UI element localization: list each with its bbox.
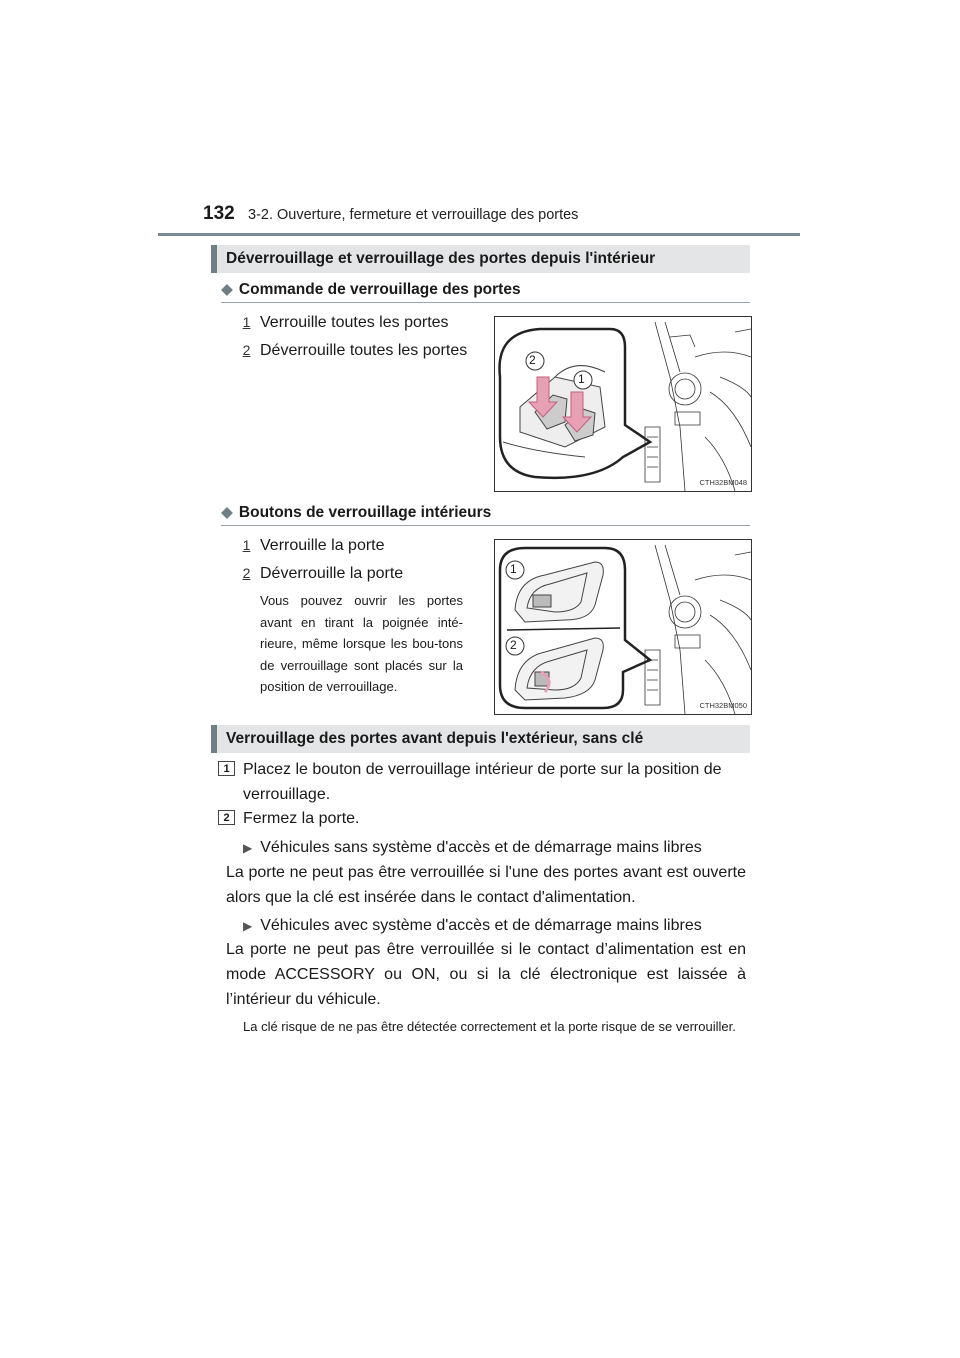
figure-code: CTH32BM050	[699, 701, 747, 710]
item-number: 2	[242, 565, 251, 581]
case-label: Véhicules sans système d'accès et de démarrage mains libres	[260, 839, 702, 856]
item-number: 1	[242, 314, 251, 330]
callout-label: 1	[578, 372, 585, 386]
header-divider	[158, 233, 800, 236]
case-description: La porte ne peut pas être verrouillée si l'une des portes avant est ouverte alors que la clé est insérée dans le contact d'alimentation.	[226, 864, 746, 906]
diamond-icon: ◆	[221, 281, 233, 298]
callout-label: 1	[510, 562, 517, 576]
page-number: 132	[203, 203, 235, 224]
case-label-with-smart-key	[243, 913, 702, 939]
lock-switch-illustration	[495, 317, 751, 491]
item-text: Déverrouille toutes les portes	[260, 342, 468, 359]
step-text-continued: verrouillage.	[243, 786, 331, 803]
diamond-icon: ◆	[221, 504, 233, 521]
chapter-title: 3-2. Ouverture, fermeture et verrouillage des portes	[248, 207, 579, 223]
subheading-divider	[221, 302, 750, 303]
subheading-lock-switch	[221, 280, 521, 299]
step-number: 1	[218, 761, 235, 776]
callout-label: 2	[529, 353, 536, 367]
item-text: Verrouille la porte	[260, 537, 385, 554]
case-label: Véhicules avec système d'accès et de démarrage mains libres	[260, 917, 702, 934]
step-text: Placez le bouton de verrouillage intérieur de porte sur la position de	[243, 761, 722, 778]
subheading-label: Commande de verrouillage des portes	[238, 281, 521, 298]
figure-lock-switch	[494, 316, 752, 492]
door-handle-illustration	[495, 540, 751, 714]
section-title-interior-lock: Déverrouillage et verrouillage des portes depuis l'intérieur	[211, 245, 750, 273]
arrow-icon: ▶	[243, 841, 253, 855]
case-label-without-smart-key	[243, 835, 702, 861]
figure-inside-lock-buttons	[494, 539, 752, 715]
case-note: La clé risque de ne pas être détectée correctement et la porte risque de se verrouiller.	[243, 1019, 736, 1034]
callout-label: 2	[510, 638, 517, 652]
step-text: Fermez la porte.	[243, 810, 360, 827]
subheading-inside-lock-buttons	[221, 503, 491, 522]
subheading-divider	[221, 525, 750, 526]
arrow-icon: ▶	[243, 919, 253, 933]
item-number: 2	[242, 342, 251, 358]
item-number: 1	[242, 537, 251, 553]
subheading-label: Boutons de verrouillage intérieurs	[238, 504, 492, 521]
item-text: Déverrouille la porte	[260, 565, 404, 582]
case-description: La porte ne peut pas être verrouillée si le contact d’alimentation est en mode ACCESSORY ou ON, ou si la clé électronique est laissée à l’intérieur du véhicule.	[226, 941, 746, 1008]
note-text: Vous pouvez ouvrir les portes avant en tirant la poignée inté-rieure, même lorsque les bou-tons de verrouillage sont placés sur la position de verrouillage.	[260, 593, 463, 694]
section-title-exterior-lock: Verrouillage des portes avant depuis l'extérieur, sans clé	[211, 725, 750, 753]
step-number: 2	[218, 810, 235, 825]
item-text: Verrouille toutes les portes	[260, 314, 449, 331]
figure-code: CTH32BM048	[699, 478, 747, 487]
